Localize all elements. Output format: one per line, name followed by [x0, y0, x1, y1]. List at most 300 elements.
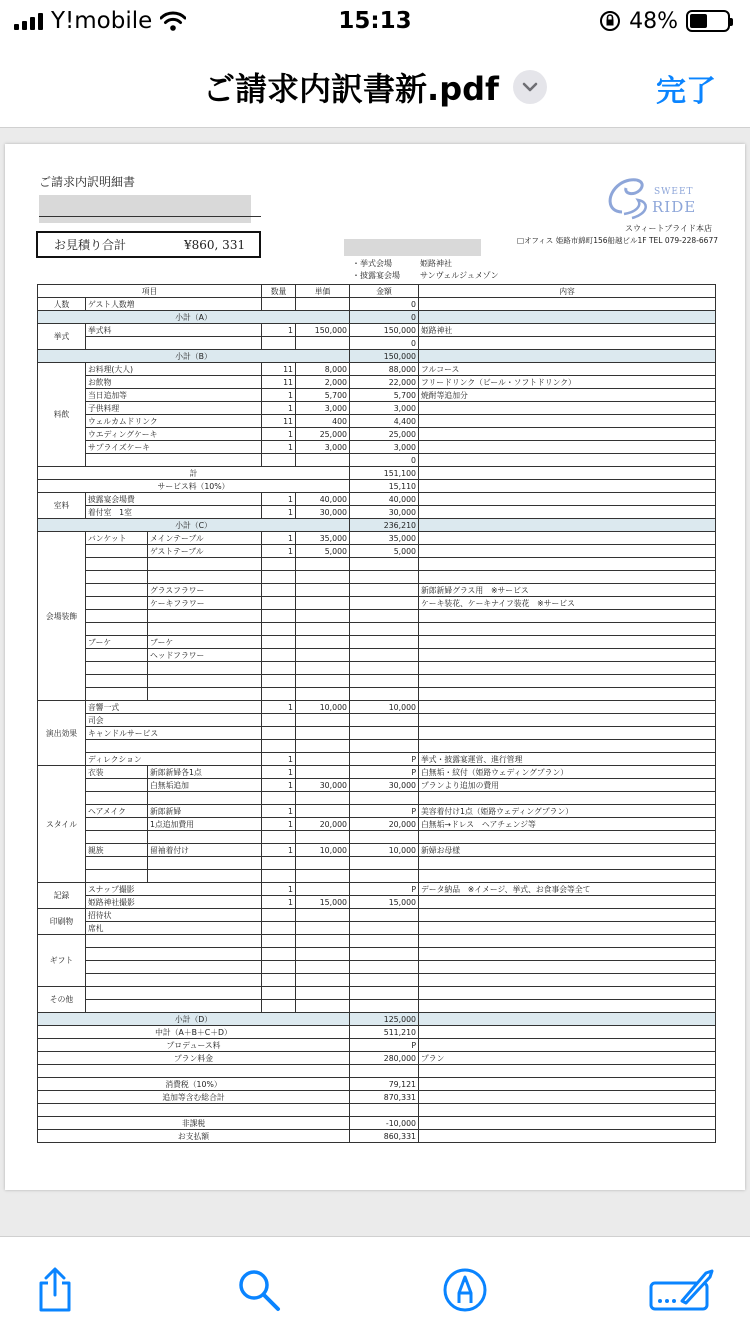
table-row — [38, 883, 716, 896]
table-cell: 10,000 — [296, 701, 350, 714]
table-cell — [419, 1130, 716, 1143]
table-cell: 親族 — [86, 844, 148, 857]
table-cell: 追加等含む総合計 — [38, 1091, 350, 1104]
table-cell: 1 — [262, 766, 296, 779]
table-cell: 150,000 — [350, 350, 419, 363]
table-cell — [262, 688, 296, 701]
table-cell — [262, 922, 296, 935]
table-cell: 司会 — [86, 714, 262, 727]
table-cell — [262, 857, 296, 870]
table-cell — [350, 870, 419, 883]
table-cell — [350, 922, 419, 935]
table-cell: 招待状 — [86, 909, 262, 922]
table-cell — [296, 623, 350, 636]
redacted-name — [39, 195, 251, 223]
table-cell — [419, 1013, 716, 1026]
table-cell — [86, 662, 148, 675]
table-cell: 511,210 — [350, 1026, 419, 1039]
pdf-viewer[interactable] — [0, 128, 750, 1236]
table-cell: 10,000 — [350, 844, 419, 857]
table-cell — [296, 688, 350, 701]
table-cell: 2,000 — [296, 376, 350, 389]
venue-label: ・披露宴会場 — [352, 271, 400, 280]
table-row — [38, 779, 716, 792]
table-cell: 8,000 — [296, 363, 350, 376]
table-cell: 88,000 — [350, 363, 419, 376]
table-cell — [148, 610, 262, 623]
document-title[interactable]: ご請求内訳書新.pdf — [203, 70, 499, 108]
invoice-table — [37, 284, 716, 1143]
table-cell — [86, 961, 262, 974]
table-cell: 姫路神社 — [419, 324, 716, 337]
status-time: 15:13 — [338, 8, 412, 34]
table-row — [38, 935, 716, 948]
table-cell: 0 — [350, 337, 419, 350]
bottom-toolbar — [0, 1236, 750, 1334]
table-cell: 小計（D） — [38, 1013, 350, 1026]
table-row — [38, 532, 716, 545]
table-cell — [262, 649, 296, 662]
table-cell: 1 — [262, 493, 296, 506]
table-cell — [296, 870, 350, 883]
table-cell: フリードリンク（ビール・ソフトドリンク） — [419, 376, 716, 389]
table-cell: メインテーブル — [148, 532, 262, 545]
table-cell: 焼酎等追加分 — [419, 389, 716, 402]
table-cell: 860,331 — [350, 1130, 419, 1143]
table-cell — [296, 974, 350, 987]
table-row — [38, 298, 716, 311]
table-row — [38, 493, 716, 506]
estimate-label: お見積り合計 — [54, 238, 127, 252]
table-cell — [350, 610, 419, 623]
table-cell — [419, 454, 716, 467]
table-row — [38, 311, 716, 324]
table-row — [38, 1117, 716, 1130]
table-row — [38, 415, 716, 428]
table-cell: 1 — [262, 779, 296, 792]
table-row — [38, 688, 716, 701]
table-cell — [419, 935, 716, 948]
table-row — [38, 610, 716, 623]
table-cell: 1 — [262, 402, 296, 415]
table-cell — [86, 870, 148, 883]
estimate-value: ¥860, 331 — [184, 237, 246, 252]
table-row — [38, 1091, 716, 1104]
table-cell — [148, 792, 262, 805]
table-cell — [262, 740, 296, 753]
table-row — [38, 1000, 716, 1013]
table-cell — [262, 454, 296, 467]
table-cell — [419, 896, 716, 909]
table-cell — [86, 571, 148, 584]
table-cell: 20,000 — [350, 818, 419, 831]
table-cell — [350, 714, 419, 727]
pdf-page[interactable] — [5, 144, 745, 1190]
table-row — [38, 792, 716, 805]
table-row — [38, 363, 716, 376]
table-cell: 20,000 — [296, 818, 350, 831]
table-cell: 子供料理 — [86, 402, 262, 415]
table-cell: 1 — [262, 753, 296, 766]
table-cell — [350, 987, 419, 1000]
table-cell: P — [350, 805, 419, 818]
table-cell: その他 — [38, 987, 86, 1013]
table-row — [38, 558, 716, 571]
table-cell — [419, 1065, 716, 1078]
table-cell — [296, 792, 350, 805]
table-cell: 白無垢・紋付（姫路ウェディングプラン） — [419, 766, 716, 779]
table-cell — [86, 337, 262, 350]
table-cell — [296, 649, 350, 662]
table-cell: ブーケ — [86, 636, 148, 649]
table-cell: 1 — [262, 844, 296, 857]
table-cell — [419, 623, 716, 636]
table-cell — [262, 571, 296, 584]
estimate-total-box — [36, 231, 261, 258]
table-cell — [86, 688, 148, 701]
table-cell: 挙式料 — [86, 324, 262, 337]
table-cell: 人数 — [38, 298, 86, 311]
table-cell: -10,000 — [350, 1117, 419, 1130]
table-cell — [86, 857, 148, 870]
table-cell: 1 — [262, 324, 296, 337]
table-cell: 室料 — [38, 493, 86, 519]
table-cell — [350, 662, 419, 675]
table-cell — [296, 714, 350, 727]
table-cell — [86, 974, 262, 987]
table-cell: P — [350, 766, 419, 779]
table-row — [38, 714, 716, 727]
navigation-bar — [0, 42, 750, 128]
table-row — [38, 662, 716, 675]
search-icon[interactable] — [236, 1267, 282, 1313]
table-row — [38, 1026, 716, 1039]
table-cell — [419, 545, 716, 558]
table-cell: 25,000 — [350, 428, 419, 441]
table-cell — [419, 558, 716, 571]
table-cell: 新婦お母様 — [419, 844, 716, 857]
table-cell: 当日追加等 — [86, 389, 262, 402]
table-cell: 1点追加費用 — [148, 818, 262, 831]
table-cell — [419, 1026, 716, 1039]
doc-title: ご請求内訳明細書 — [39, 175, 136, 189]
table-cell — [86, 740, 262, 753]
table-cell: 125,000 — [350, 1013, 419, 1026]
table-cell — [296, 636, 350, 649]
table-cell: 151,100 — [350, 467, 419, 480]
table-cell — [262, 636, 296, 649]
table-cell: P — [350, 753, 419, 766]
table-cell: 消費税（10%） — [38, 1078, 350, 1091]
table-row — [38, 649, 716, 662]
table-row — [38, 1013, 716, 1026]
table-cell: P — [350, 1039, 419, 1052]
table-cell — [296, 558, 350, 571]
table-cell: 単価 — [296, 285, 350, 298]
table-cell — [262, 610, 296, 623]
reception-venue — [352, 270, 499, 281]
table-cell: 0 — [350, 454, 419, 467]
table-row — [38, 324, 716, 337]
table-cell — [148, 662, 262, 675]
table-cell: 10,000 — [296, 844, 350, 857]
table-cell: 1 — [262, 545, 296, 558]
table-cell: ゲスト人数増 — [86, 298, 262, 311]
table-row — [38, 740, 716, 753]
table-cell: 1 — [262, 506, 296, 519]
table-cell — [86, 597, 148, 610]
table-cell — [86, 948, 262, 961]
table-cell: 小計（C） — [38, 519, 350, 532]
table-cell: 236,210 — [350, 519, 419, 532]
table-cell — [86, 454, 262, 467]
table-cell — [419, 298, 716, 311]
table-cell — [350, 1000, 419, 1013]
table-cell — [86, 545, 148, 558]
table-cell — [262, 961, 296, 974]
table-row — [38, 1039, 716, 1052]
table-cell: 1 — [262, 883, 296, 896]
table-cell: 11 — [262, 363, 296, 376]
signature-icon[interactable] — [648, 1267, 714, 1313]
table-cell: ウエディングケーキ — [86, 428, 262, 441]
table-cell — [296, 675, 350, 688]
table-cell — [419, 1039, 716, 1052]
markup-icon[interactable] — [442, 1267, 488, 1313]
table-cell — [350, 857, 419, 870]
table-cell: 挙式・披露宴運営、進行管理 — [419, 753, 716, 766]
table-cell — [262, 974, 296, 987]
table-cell: 3,000 — [296, 441, 350, 454]
table-cell: 79,121 — [350, 1078, 419, 1091]
table-cell: お料理(大人) — [86, 363, 262, 376]
table-cell — [148, 571, 262, 584]
table-cell — [262, 714, 296, 727]
table-cell: 0 — [350, 298, 419, 311]
table-cell: 挙式 — [38, 324, 86, 350]
table-cell — [148, 688, 262, 701]
table-row — [38, 350, 716, 363]
battery-icon — [686, 10, 730, 32]
table-cell — [148, 870, 262, 883]
table-cell — [86, 610, 148, 623]
venue-value: 姫路神社 — [420, 259, 452, 268]
table-cell — [296, 662, 350, 675]
table-cell: 姫路神社撮影 — [86, 896, 262, 909]
table-cell — [296, 935, 350, 948]
table-cell: 着付室 1室 — [86, 506, 262, 519]
table-cell: 料飲 — [38, 363, 86, 467]
table-row — [38, 428, 716, 441]
table-cell — [86, 935, 262, 948]
table-cell: 3,000 — [350, 441, 419, 454]
table-cell: お飲物 — [86, 376, 262, 389]
table-cell: 5,700 — [296, 389, 350, 402]
table-cell — [419, 1117, 716, 1130]
table-cell: 新郎新婦 — [148, 805, 262, 818]
table-row — [38, 675, 716, 688]
table-cell — [296, 1000, 350, 1013]
table-cell — [262, 337, 296, 350]
table-cell — [350, 909, 419, 922]
table-cell — [262, 792, 296, 805]
table-row — [38, 857, 716, 870]
table-cell: ゲストテーブル — [148, 545, 262, 558]
table-cell: 400 — [296, 415, 350, 428]
table-cell — [296, 805, 350, 818]
table-row — [38, 831, 716, 844]
venue-value: サンヴェルジュメゾン — [420, 271, 499, 280]
table-cell — [419, 571, 716, 584]
table-cell — [419, 1091, 716, 1104]
table-cell: 30,000 — [350, 779, 419, 792]
table-cell: 30,000 — [296, 779, 350, 792]
table-cell: ケーキフラワー — [148, 597, 262, 610]
table-cell: 項目 — [38, 285, 262, 298]
table-cell — [419, 1104, 716, 1117]
table-cell — [86, 987, 262, 1000]
table-cell — [148, 558, 262, 571]
table-cell — [148, 831, 262, 844]
table-cell — [86, 779, 148, 792]
table-cell — [419, 610, 716, 623]
table-cell — [262, 987, 296, 1000]
table-cell — [86, 675, 148, 688]
table-row — [38, 519, 716, 532]
table-cell — [296, 857, 350, 870]
table-cell — [296, 753, 350, 766]
table-row — [38, 753, 716, 766]
table-cell — [419, 506, 716, 519]
table-cell — [419, 467, 716, 480]
table-cell: バンケット — [86, 532, 148, 545]
battery-percent: 48% — [629, 8, 678, 34]
table-cell: 衣装 — [86, 766, 148, 779]
table-cell — [419, 441, 716, 454]
table-row — [38, 909, 716, 922]
table-cell — [350, 649, 419, 662]
table-cell: 40,000 — [296, 493, 350, 506]
table-row — [38, 896, 716, 909]
table-cell: 会場装飾 — [38, 532, 86, 701]
table-cell: 150,000 — [296, 324, 350, 337]
table-cell — [86, 623, 148, 636]
table-cell: 1 — [262, 532, 296, 545]
table-cell — [350, 688, 419, 701]
done-button[interactable]: 完了 — [656, 74, 716, 109]
table-cell — [419, 350, 716, 363]
table-row — [38, 961, 716, 974]
table-cell — [419, 519, 716, 532]
table-cell — [296, 571, 350, 584]
table-cell — [262, 1000, 296, 1013]
table-cell — [419, 974, 716, 987]
ceremony-venue — [352, 258, 452, 269]
chevron-down-icon[interactable] — [513, 70, 547, 104]
svg-text:RIDE: RIDE — [652, 198, 697, 216]
name-underline — [39, 216, 261, 217]
table-row — [38, 974, 716, 987]
table-cell — [262, 623, 296, 636]
table-cell: 1 — [262, 805, 296, 818]
table-cell — [350, 974, 419, 987]
table-row — [38, 922, 716, 935]
table-cell — [350, 623, 419, 636]
table-row — [38, 805, 716, 818]
table-cell — [419, 792, 716, 805]
table-cell — [262, 675, 296, 688]
table-cell — [296, 831, 350, 844]
table-cell: 25,000 — [296, 428, 350, 441]
table-cell — [350, 1104, 419, 1117]
table-row — [38, 506, 716, 519]
table-cell: 計 — [38, 467, 350, 480]
table-cell: 新郎新婦グラス用 ※サービス — [419, 584, 716, 597]
table-row — [38, 623, 716, 636]
table-cell: 3,000 — [296, 402, 350, 415]
table-cell — [148, 675, 262, 688]
table-row — [38, 337, 716, 350]
table-cell — [350, 935, 419, 948]
table-cell — [350, 948, 419, 961]
table-cell — [350, 1065, 419, 1078]
document-title-area[interactable] — [0, 64, 750, 110]
table-row — [38, 987, 716, 1000]
table-cell: プラン — [419, 1052, 716, 1065]
table-row — [38, 402, 716, 415]
table-cell: プランより追加の費用 — [419, 779, 716, 792]
table-cell: プロデュース料 — [38, 1039, 350, 1052]
table-cell — [262, 597, 296, 610]
table-row — [38, 701, 716, 714]
table-cell: P — [350, 883, 419, 896]
table-cell — [419, 311, 716, 324]
orientation-lock-icon — [599, 10, 621, 32]
table-cell — [262, 948, 296, 961]
share-icon[interactable] — [32, 1267, 78, 1313]
table-row — [38, 727, 716, 740]
table-cell — [419, 1000, 716, 1013]
table-cell: 演出効果 — [38, 701, 86, 766]
redacted-info — [344, 239, 481, 256]
table-cell — [296, 298, 350, 311]
table-row — [38, 1052, 716, 1065]
table-cell: 11 — [262, 376, 296, 389]
table-cell — [350, 675, 419, 688]
status-right — [599, 8, 730, 34]
table-cell: 席札 — [86, 922, 262, 935]
table-cell — [86, 584, 148, 597]
table-row — [38, 1130, 716, 1143]
table-cell: 15,000 — [296, 896, 350, 909]
table-cell: ブーケ — [148, 636, 262, 649]
table-cell: 11 — [262, 415, 296, 428]
table-cell — [296, 909, 350, 922]
table-cell: 1 — [262, 389, 296, 402]
table-cell — [148, 857, 262, 870]
table-cell: プラン料金 — [38, 1052, 350, 1065]
table-cell: 1 — [262, 818, 296, 831]
table-cell: 1 — [262, 701, 296, 714]
shop-address: □オフィス 姫路市綿町156船越ビル1F TEL 079-228-6677 — [517, 236, 718, 245]
table-cell — [350, 571, 419, 584]
table-cell: 5,000 — [350, 545, 419, 558]
table-cell: 留袖着付け — [148, 844, 262, 857]
table-cell — [350, 636, 419, 649]
table-cell — [419, 857, 716, 870]
table-cell — [296, 740, 350, 753]
table-row — [38, 870, 716, 883]
